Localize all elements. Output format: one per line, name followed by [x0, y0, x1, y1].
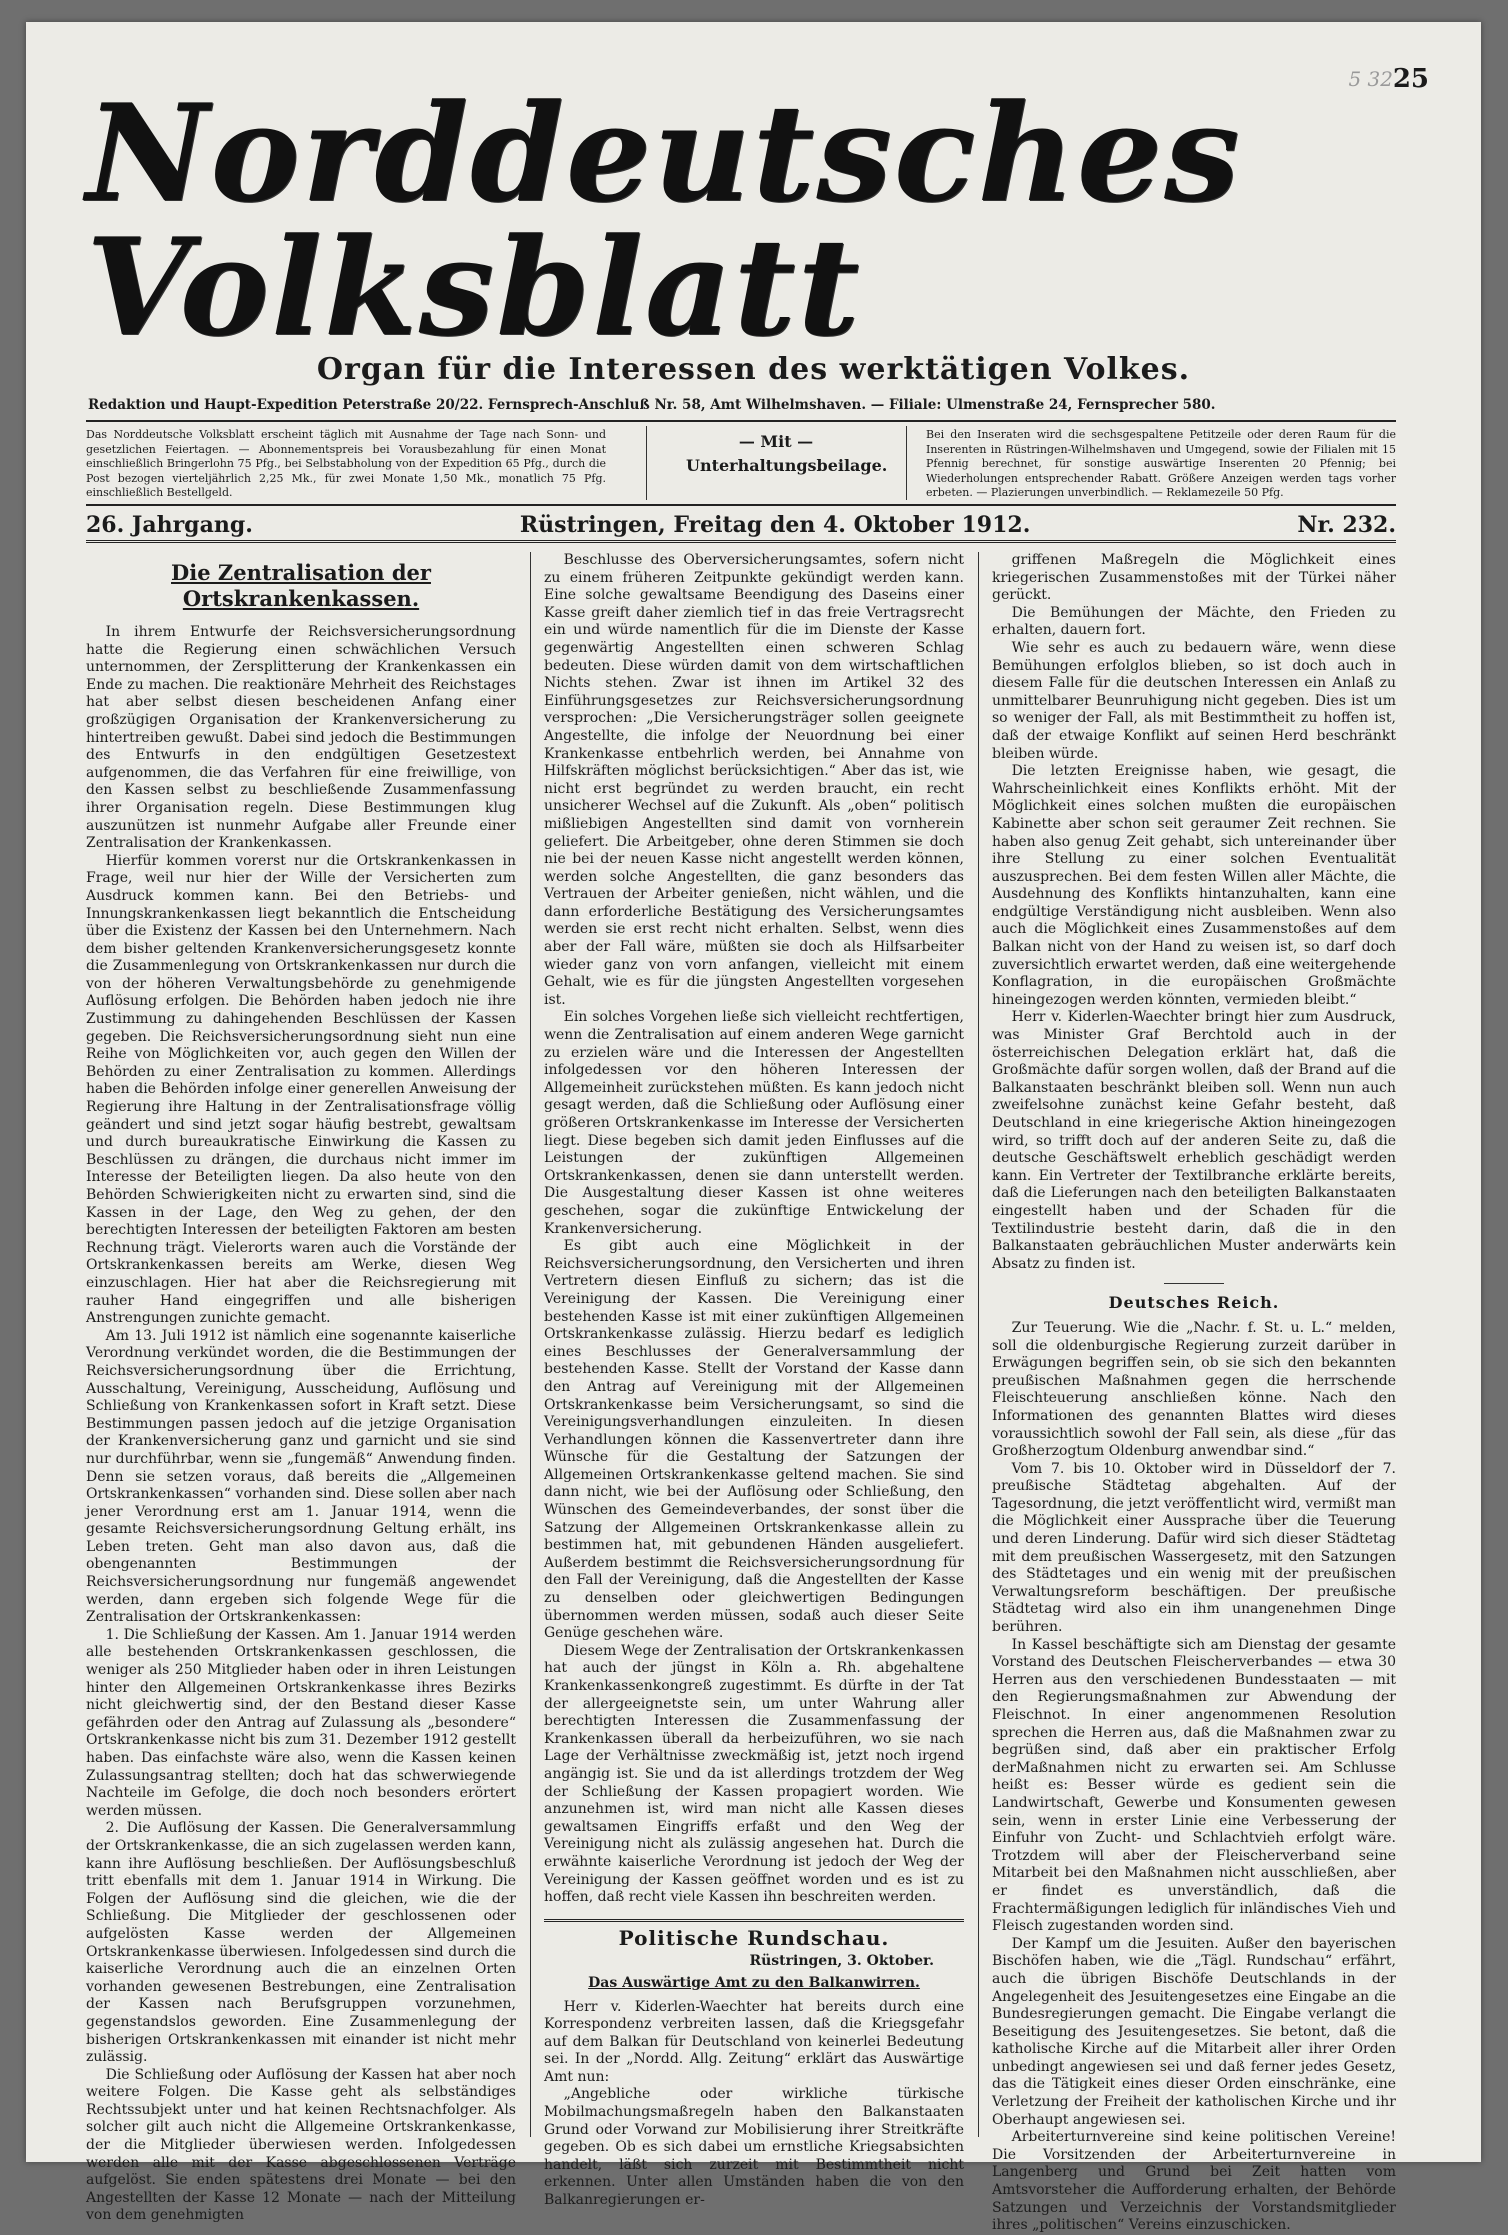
paragraph: In ihrem Entwurfe der Reichsversicherungsordnung hatte die Regierung einen schwächlichen Versuch unternommen, der Zersplitterung der Krankenkassen ein Ende zu machen. Die reaktionäre Mehrheit des Reichstages hat aber selbst diesen bescheidenen Anfang einer großzügigen Organisation der Krankenversicherung zu hintertreiben gewußt. Dabei sind jedoch die Bestimmungen des Entwurfs in den endgültigen Gesetzestext aufgenommen, die das Verfahren für eine freiwillige, von den Kassen selbst zu beschließende Zusammenfassung ihrer Organisation regeln. Diese Bestimmungen klug auszunützen ist nunmehr Aufgabe aller Freunde einer Zentralisation der Krankenkassen.	[86, 624, 516, 852]
place-date: Rüstringen, Freitag den 4. Oktober 1912.	[519, 512, 1031, 538]
paragraph: Zur Teuerung. Wie die „Nachr. f. St. u. L.“ melden, soll die oldenburgische Regierung zurzeit darüber in Erwägungen begriffen sein, ob sie sich den bekannten preußischen Maßnahmen gegen die herrschende Fleischteuerung anschließen könne. Nach den Informationen des genannten Blattes wird dieses voraussichtlich sowohl der Fall sein, als diese „für das Großherzogtum Oldenburg anwendbar sind.“	[992, 1319, 1396, 1460]
info-block	[86, 420, 1396, 506]
political-review-section	[544, 1919, 964, 2210]
paragraph: Herr v. Kiderlen-Waechter bringt hier zum Ausdruck, was Minister Graf Berchtold auch in der österreichischen Delegation erklärt hat, daß die Großmächte dafür sorgen wollen, daß der Brand auf die Balkanstaaten beschränkt bleiben soll. Wenn nun auch zweifelsohne zunächst keine Gefahr besteht, daß Deutschland in eine kriegerische Aktion hineingezogen wird, so trifft doch auf der anderen Seite zu, daß die deutsche Geschäftswelt erheblich geschädigt werden kann. Ein Vertreter der Textilbranche erklärte bereits, daß die Lieferungen nach den beteiligten Balkanstaaten eingestellt haben und der Schaden für die Textilindustrie besteht darin, daß die in den Balkanstaaten gebräuchlichen Muster anderwärts kein Absatz zu finden ist.	[992, 1009, 1396, 1272]
paragraph: Die letzten Ereignisse haben, wie gesagt, die Wahrscheinlichkeit eines Konflikts erhöht. Mit der Möglichkeit eines solchen mußten die europäischen Kabinette aber schon seit geraumer Zeit rechnen. Sie haben also genug Zeit gehabt, sich untereinander über ihre Stellung zu einer solchen Eventualität auszusprechen. Bei dem festen Willen aller Mächte, die Ausdehnung des Konflikts hintanzuhalten, kann eine endgültige Verständigung nicht ausbleiben. Wenn also auch die Möglichkeit eines Zusammenstoßes auf dem Balkan nicht von der Hand zu weisen ist, so darf doch zuversichtlich erwartet werden, daß eine weitergehende Konflagration, in die europäischen Großmächte hineingezogen werden könnten, vermieden bleibt.“	[992, 763, 1396, 1008]
subscription-info: Das Norddeutsche Volksblatt erscheint täglich mit Ausnahme der Tage nach Sonn- und gesetzlichen Feiertagen. — Abonnementspreis bei Vorausbezahlung für einen Monat einschließlich Bringerlohn 75 Pfg., bei Selbstabholung von der Expedition 65 Pfg., durch die Post bezogen vierteljährlich 2,25 Mk., für zwei Monate 1,50 Mk., monatlich 75 Pfg. einschließlich Bestellgeld.	[86, 428, 606, 499]
paragraph: 1. Die Schließung der Kassen. Am 1. Januar 1914 werden alle bestehenden Ortskrankenkassen geschlossen, die weniger als 250 Mitglieder haben oder in ihren Leistungen hinter den Allgemeinen Ortskrankenkasse ihres Bezirks nicht gleichwertig sind, der den Bestand dieser Kasse gefährden oder den Antrag auf Zulassung als „besondere“ Ortskrankenkasse nicht bis zum 31. Dezember 1912 gestellt haben. Das einfachste wäre also, wenn die Kassen keinen Zulassungsantrag stellten; doch hat das schwerwiegende Nachteile im Gefolge, die doch noch besonders erörtert werden müssen.	[86, 1626, 516, 1819]
issue-number: Nr. 232.	[1297, 512, 1396, 538]
paragraph: Die Schließung oder Auflösung der Kassen hat aber noch weitere Folgen. Die Kasse geht als selbständiges Rechtssubjekt unter und hat keinen Rechtsnachfolger. Als solcher gilt auch nicht die Allgemeine Ortskrankenkasse, der die Mitglieder überwiesen werden. Infolgedessen werden alle mit der Kasse abgeschlossenen Verträge aufgelöst. Sie enden spätestens drei Monate — bei den Angestellten der Kasse 12 Monate — nach der Mitteilung von dem genehmigten	[86, 2066, 516, 2224]
article-columns	[86, 552, 1396, 2234]
info-separator	[646, 426, 647, 500]
masthead-title: Norddeutsches Volksblatt	[86, 73, 1242, 366]
paragraph: Ein solches Vorgehen ließe sich vielleicht rechtfertigen, wenn die Zentralisation auf einem anderen Wege garnicht zu erzielen wäre und die Interessen der Angestellten infolgedessen vor den höheren Interessen der Allgemeinheit zurückstehen müßten. Es kann jedoch nicht gesagt werden, daß die Schließung oder Auflösung einer größeren Ortskrankenkasse im Interesse der Versicherten liegt. Diese begeben sich damit jeden Einflusses auf die Leistungen der zukünftigen Allgemeinen Ortskrankenkassen, denen sie dann unterstellt werden. Die Ausgestaltung dieser Kassen ist ohne weiteres geschehen, sogar die zukünftige Entwickelung der Krankenversicherung.	[544, 1009, 964, 1237]
paragraph: Wie sehr es auch zu bedauern wäre, wenn diese Bemühungen erfolglos blieben, so ist doch auch in diesem Falle für die deutschen Interessen ein Anlaß zu unmittelbarer Beunruhigung nicht gegeben. Dies ist um so weniger der Fall, als mit Bestimmtheit zu hoffen ist, daß der etwaige Konflikt auf seinen Herd beschränkt bleiben würde.	[992, 639, 1396, 762]
paragraph: Am 13. Juli 1912 ist nämlich eine sogenannte kaiserliche Verordnung verkündet worden, die die Bestimmungen der Reichsversicherungsordnung über die Errichtung, Ausschaltung, Vereinigung, Ausscheidung, Auflösung und Schließung von Krankenkassen sofort in Kraft setzt. Diese Bestimmungen passen jedoch auf die jetzige Organisation der Krankenversicherung ganz und garnicht und sie sind nur durchführbar, wenn sie „fungemäß“ Anwendung finden. Denn sie setzen voraus, daß bereits die „Allgemeinen Ortskrankenkassen“ vorhanden sind. Diese sollen aber nach jener Verordnung erst am 1. Januar 1914, wenn die gesamte Reichsversicherungsordnung Geltung erhält, ins Leben treten. Geht man also davon aus, daß die obengenannten Bestimmungen der Reichsversicherungsordnung nur fungemäß angewendet werden, dann ergeben sich folgende Wege für die Zentralisation der Ortskrankenkassen:	[86, 1327, 516, 1626]
column-1	[86, 552, 516, 2224]
paragraph: 2. Die Auflösung der Kassen. Die Generalversammlung der Ortskrankenkasse, die an sich zugelassen werden kann, kann ihre Auflösung beschließen. Der Auflösungsbeschluß tritt ebenfalls mit dem 1. Januar 1914 in Wirkung. Die Folgen der Auflösung sind die gleichen, wie die der Schließung. Die Mitglieder der geschlossenen oder aufgelösten Kasse werden der Allgemeinen Ortskrankenkasse überwiesen. Infolgedessen sind durch die kaiserliche Verordnung auch die an einzelnen Orten vorhanden gewesenen Bestrebungen, eine Zentralisation der Kassen nach Berufsgruppen vorzunehmen, gegenstandslos geworden. Eine Zusammenlegung der bisherigen Ortskrankenkassen mit einander ist nicht mehr zulässig.	[86, 1820, 516, 2066]
section-subtitle: Das Auswärtige Amt zu den Balkanwirren.	[588, 1974, 920, 1991]
page-number: 25	[1392, 64, 1429, 94]
column-rule	[978, 552, 979, 2137]
paragraph: Die Bemühungen der Mächte, den Frieden zu erhalten, dauern fort.	[992, 604, 1396, 639]
info-separator	[906, 426, 907, 500]
paragraph: griffenen Maßregeln die Möglichkeit eines kriegerischen Zusammenstoßes mit der Türkei näher gerückt.	[992, 552, 1396, 604]
paragraph: Vom 7. bis 10. Oktober wird in Düsseldorf der 7. preußische Städtetag abgehalten. Auf der Tagesordnung, die jetzt veröffentlicht wird, vermißt man die Möglichkeit einer Aussprache über die Teuerung und deren Linderung. Dafür wird sich dieser Städtetag mit dem preußischen Wassergesetz, mit den Satzungen des Städtetages und ein wenig mit der preußischen Verwaltungsreform beschäftigen. Der preußische Städtetag wird also ein ihm unangenehmen Dinge berühren.	[992, 1460, 1396, 1636]
section-dateline: Rüstringen, 3. Oktober.	[749, 1953, 934, 1970]
address-line: Redaktion und Haupt-Expedition Peterstraße 20/22. Fernsprech-Anschluß Nr. 58, Amt Wilhelmshaven. — Filiale: Ulmenstraße 24, Fernsprecher 580.	[88, 397, 1216, 413]
paragraph: Beschlusse des Oberversicherungsamtes, sofern nicht zu einem früheren Zeitpunkte gekündigt werden kann. Eine solche gewaltsame Beendigung des Daseins einer Kasse greift daher ziemlich tief in das freie Vertragsrecht ein und würde namentlich für die im Dienste der Kasse gegenwärtig Angestellten einen schweren Schlag bedeuten. Diese würden damit von dem wirtschaftlichen Nichts stehen. Zwar ist ihnen im Artikel 32 des Einführungsgesetzes zur Reichsversicherungsordnung versprochen: „Die Versicherungsträger sollen geeignete Angestellte, die infolge der Neuordnung bei einer Krankenkasse entbehrlich werden, bei Annahme von Hilfskräften möglichst berücksichtigen.“ Aber das ist, wie nicht erst begründet zu werden braucht, ein recht unsicherer Wechsel auf die Zukunft. Als „oben“ politisch mißliebigen Angestellten sind damit von vornherein geliefert. Die Arbeitgeber, ohne deren Stimmen sie doch nie bei der neuen Kasse nicht angestellt werden können, werden solche Angestellten, die ganz besonders das Vertrauen der Arbeiter genießen, nicht wählen, und die dann erforderliche Bestätigung des Versicherungsamtes werden sie erst recht nicht erhalten. Selbst, wenn dies aber der Fall wäre, müßten sie doch als Hilfsarbeiter wieder ganz von vorn anfangen, vielleicht mit einem Gehalt, wie es für die jüngsten Angestellten vorgesehen ist.	[544, 552, 964, 1008]
supplement-line-2: Unterhaltungsbeilage.	[686, 456, 888, 475]
column-rule	[530, 552, 531, 2137]
section-divider	[1164, 1283, 1224, 1284]
paragraph: Der Kampf um die Jesuiten. Außer den bayerischen Bischöfen haben, wie die „Tägl. Rundschau“ erfährt, auch die übrigen Bischöfe Deutschlands in der Angelegenheit des Jesuitengesetzes eine Eingabe an die Bundesregierungen gemacht. Die Eingabe verlangt die Beseitigung des Jesuitengesetzes. Sie betont, daß die katholische Kirche auf die Mitarbeit aller ihrer Orden unbedingt angewiesen sei und daß ferner jedes Gesetz, das die Tätigkeit eines dieser Orden einschränke, eine Verletzung der Freiheit der katholischen Kirche und ihr Oberhaupt angewiesen sei.	[992, 1935, 1396, 2128]
volume-label: 26. Jahrgang.	[86, 512, 253, 538]
article-title: Die Zentralisation der Ortskrankenkassen.	[171, 560, 431, 611]
paragraph: „Angebliche oder wirkliche türkische Mobilmachungsmaßregeln haben den Balkanstaaten Grund oder Vorwand zur Mobilisierung ihrer Streitkräfte gegeben. Ob es sich dabei um ernstliche Kriegsabsichten handelt, läßt sich zurzeit mit Bestimmtheit nicht erkennen. Unter allen Umständen haben die von den Balkanregierungen er-	[544, 2086, 964, 2209]
newspaper-page	[26, 22, 1481, 2234]
advertising-info: Bei den Inseraten wird die sechsgespaltene Petitzeile oder deren Raum für die Inserenten in Rüstringen-Wilhelmshaven und Umgegend, sowie der Filialen mit 15 Pfennig berechnet, für sonstige auswärtige Inserenten 20 Pfennig; bei Wiederholungen entsprechender Rabatt. Größere Anzeigen werden tags vorher erbeten. — Plazierungen unverbindlich. — Reklamezeile 50 Pfg.	[926, 428, 1396, 499]
section-title: Politische Rundschau.	[618, 1925, 890, 1950]
dateline	[86, 510, 1396, 543]
paragraph: Arbeiterturnvereine sind keine politischen Vereine! Die Vorsitzenden der Arbeiterturnvereine in Langenberg und Grund bei Zeit hatten vom Amtsvorsteher die Aufforderung erhalten, der Behörde Satzungen und Verzeichnis der Vorstandsmitglieder ihres „politischen“ Vereins einzuschicken.	[992, 2129, 1396, 2234]
section-title: Deutsches Reich.	[1108, 1293, 1280, 1313]
paragraph: Es gibt auch eine Möglichkeit in der Reichsversicherungsordnung, den Versicherten und ihren Vertretern diesen Einfluß zu sichern; das ist die Vereinigung der Kassen. Die Vereinigung einer bestehenden Kasse ist mit einer zukünftigen Allgemeinen Ortskrankenkasse zulässig. Hierzu bedarf es lediglich eines Beschlusses der Generalversammlung der bestehenden Kasse. Stellt der Vorstand der Kasse dann den Antrag auf Vereinigung mit der Allgemeinen Ortskrankenkasse beim Versicherungsamt, so sind die Vereinigungsverhandlungen einzuleiten. In diesen Verhandlungen können die Kassenvertreter dann ihre Wünsche für die Gestaltung der Satzungen der Allgemeinen Ortskrankenkasse geltend machen. Sie sind dann nicht, wie bei der Auflösung oder Schließung, den Wünschen des Gemeindeverbandes, der sonst über die Satzung der Allgemeinen Ortskrankenkasse allein zu bestimmen hat, mit gebundenen Händen ausgeliefert. Außerdem bestimmt die Reichsversicherungsordnung für den Fall der Vereinigung, daß die Angestellten der Kasse zu denselben oder gleichwertigen Bedingungen übernommen werden müssen, sodaß auch dieser Seite Genüge geschehen wäre.	[544, 1238, 964, 1642]
paragraph: Herr v. Kiderlen-Waechter hat bereits durch eine Korrespondenz verbreiten lassen, daß die Kriegsgefahr auf dem Balkan für Deutschland von keinerlei Bedeutung sei. In der „Nordd. Allg. Zeitung“ erklärt das Auswärtige Amt nun:	[544, 1998, 964, 2085]
column-2	[544, 552, 964, 2209]
paragraph: Diesem Wege der Zentralisation der Ortskrankenkassen hat auch der jüngst in Köln a. Rh. abgehaltene Krankenkassenkongreß zugestimmt. Es dürfte in der Tat der allergeeignetste sein, um unter Wahrung aller berechtigten Interessen die Zusammenfassung der Krankenkassen überall da herbeizuführen, wo sie nach Lage der Verhältnisse zweckmäßig ist, jetzt noch irgend angängig ist. Sie und da ist allerdings trotzdem der Weg der Schließung der Kassen propagiert worden. Wie anzunehmen ist, wird man nicht alle Kassen dieses gewaltsamen Eingriffs erfaßt und den Weg der Vereinigung nicht als zulässig angesehen hat. Durch die erwähnte kaiserliche Verordnung ist jedoch der Weg der Vereinigung der Kassen geöffnet worden und es ist zu hoffen, daß recht viele Kassen ihn beschreiten werden.	[544, 1642, 964, 1906]
column-3	[992, 552, 1396, 2234]
paragraph: Hierfür kommen vorerst nur die Ortskrankenkassen in Frage, weil nur hier der Wille der Versicherten zum Ausdruck kommen kann. Bei den Betriebs- und Innungskrankenkassen liegt bekanntlich die Entscheidung über die Existenz der Kassen bei den Unternehmern. Nach dem bisher geltenden Krankenversicherungsgesetz konnte die Zusammenlegung von Ortskrankenkassen nur durch die von der höheren Verwaltungsbehörde zu genehmigende Auflösung erfolgen. Die Behörden haben jedoch nie ihre Zustimmung zu dahingehenden Beschlüssen der Kassen gegeben. Die Reichsversicherungsordnung sieht nun eine Reihe von Möglichkeiten vor, auch gegen den Willen der Behörden zu einer Zentralisation zu kommen. Allerdings haben die Behörden infolge einer generellen Anweisung der Regierung ihre Haltung in der Zentralisationsfrage völlig geändert und sind jetzt sogar häufig bestrebt, gewaltsam und durch bureaukratische Einwirkung die Kassen zu Beschlüssen zu drängen, die durchaus nicht immer im Interesse der Beteiligten liegen. Da also heute von den Behörden Schwierigkeiten nicht zu erwarten sind, sind die Kassen in der Lage, den Weg zu gehen, der den berechtigten Interessen der beteiligten Faktoren am besten Rechnung trägt. Vielerorts waren auch die Vorstände der Ortskrankenkassen bereits am Werke, diesen Weg einzuschlagen. Hier hat aber die Reichsregierung mit rauher Hand eingegriffen und alle bisherigen Anstrengungen zunichte gemacht.	[86, 852, 516, 1327]
masthead-subtitle: Organ für die Interessen des werktätigen Volkes.	[316, 352, 1191, 387]
supplement-note	[686, 430, 888, 478]
supplement-line-1: — Mit —	[738, 432, 814, 451]
pencil-mark: 5 32	[1348, 67, 1393, 91]
paragraph: In Kassel beschäftigte sich am Dienstag der gesamte Vorstand des Deutschen Fleischerverbandes — etwa 30 Herren aus den verschiedenen Bundesstaaten — mit den Regierungsmaßnahmen zur Abwendung der Fleischnot. In einer angenommenen Resolution sprechen die Herren aus, daß die Maßnahmen zwar zu begrüßen sind, daß aber ein praktischer Erfolg derMaßnahmen nicht zu erwarten sei. Am Schlusse heißt es: Besser würde es gedient sein die Landwirtschaft, Gewerbe und Konsumenten gewesen sein, wenn in erster Linie eine Verbesserung der Einfuhr von Zucht- und Schlachtvieh erfolgt wäre. Trotzdem will aber der Fleischerverband seine Mitarbeit bei den Maßnahmen nicht ausschließen, aber er findet es unverständlich, daß die Frachtermäßigungen lediglich für inländisches Vieh und Fleisch zugestanden worden sind.	[992, 1636, 1396, 1935]
